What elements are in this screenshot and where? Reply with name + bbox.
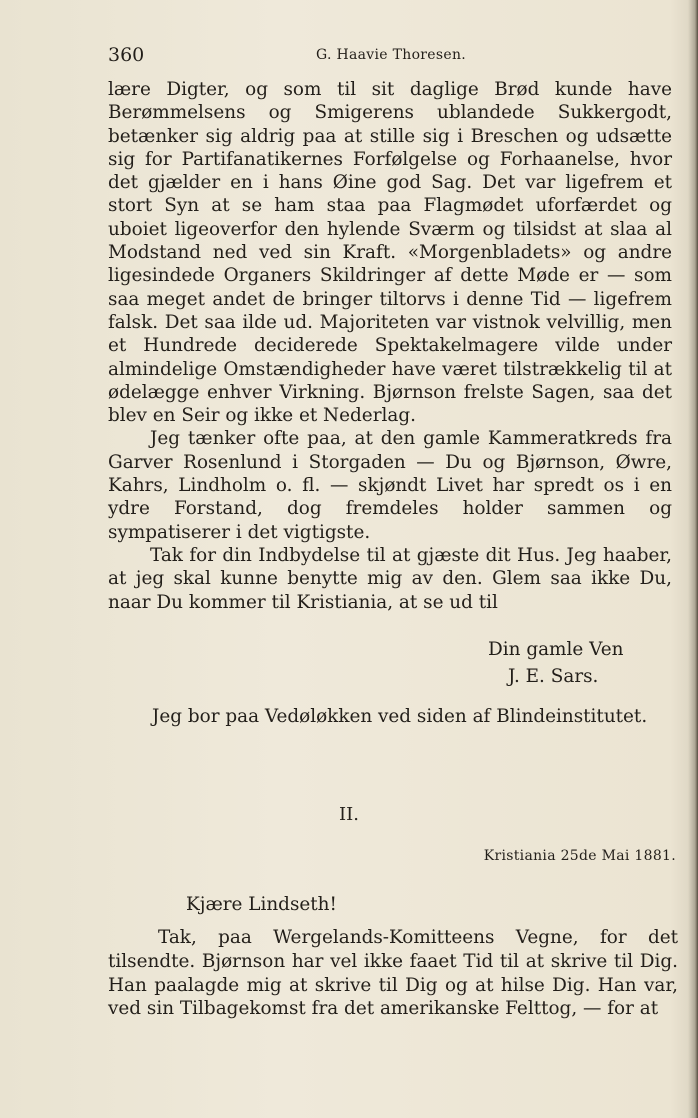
letter-one-paragraph: Tak for din Indbydelse til at gjæste dit Hus. Jeg haaber, at jeg skal kunne benytte mig av den. Glem saa ikke Du, naar Du kommer til Kristiania, at se ud til	[108, 544, 672, 613]
section-number: II.	[339, 804, 359, 825]
letter-one-body	[108, 78, 672, 614]
letter-two-paragraph: Tak, paa Wergelands-Komitteens Vegne, for det tilsendte. Bjørnson har vel ikke faaet Tid til at skrive til Dig. Han paalagde mig at skrive til Dig og at hilse Dig. Han var, ved sin Tilbagekomst fra det amerikanske Felttog, — for at	[108, 927, 678, 1020]
page-edge-shadow	[688, 0, 698, 1118]
letter-one-closing	[108, 636, 672, 690]
page-header	[108, 44, 670, 68]
running-head: G. Haavie Thoresen.	[316, 47, 467, 63]
closing-salutation: Din gamle Ven	[488, 639, 624, 660]
closing-signature: J. E. Sars.	[508, 666, 599, 687]
page-number: 360	[108, 44, 145, 66]
letter-one-paragraph: Jeg tænker ofte paa, at den gamle Kammeratkreds fra Garver Rosenlund i Storgaden — Du og Bjørnson, Øwre, Kahrs, Lindholm o. fl. — skjøndt Livet har spredt os i en ydre Forstand, dog fremdeles holder sammen og sympatiserer i det vigtigste.	[108, 428, 672, 543]
letter-one-paragraph: lære Digter, og som til sit daglige Brød kunde have Berømmelsens og Smigerens ublandede Sukkergodt, betænker sig aldrig paa at stille sig i Breschen og udsætte sig for Partifanatikernes Forfølgelse og Forhaanelse, hvor det gjælder en i hans Øine god Sag. Det var ligefrem et stort Syn at se ham staa paa Flagmødet uforfærdet og uboiet ligeoverfor den hylende Sværm og tilsidst at slaa al Modstand ned ved sin Kraft. «Morgenbladets» og andre ligesindede Organers Skildringer af dette Møde er — som saa meget andet de bringer tiltorvs i denne Tid — ligefrem falsk. Det saa ilde ud. Majoriteten var vistnok velvillig, men et Hundrede deciderede Spektakelmagere vilde under almindelige Omstændigheder have været tilstrækkelig til at ødelægge enhver Virkning. Bjørnson frelste Sagen, saa det blev en Seir og ikke et Nederlag.	[108, 79, 672, 427]
dateline: Kristiania 25de Mai 1881.	[483, 848, 676, 864]
letter-two-greeting: Kjære Lindseth!	[186, 894, 337, 915]
letter-two-body	[108, 926, 678, 1021]
postscript: Jeg bor paa Vedøløkken ved siden af Blindeinstitutet.	[152, 706, 648, 727]
